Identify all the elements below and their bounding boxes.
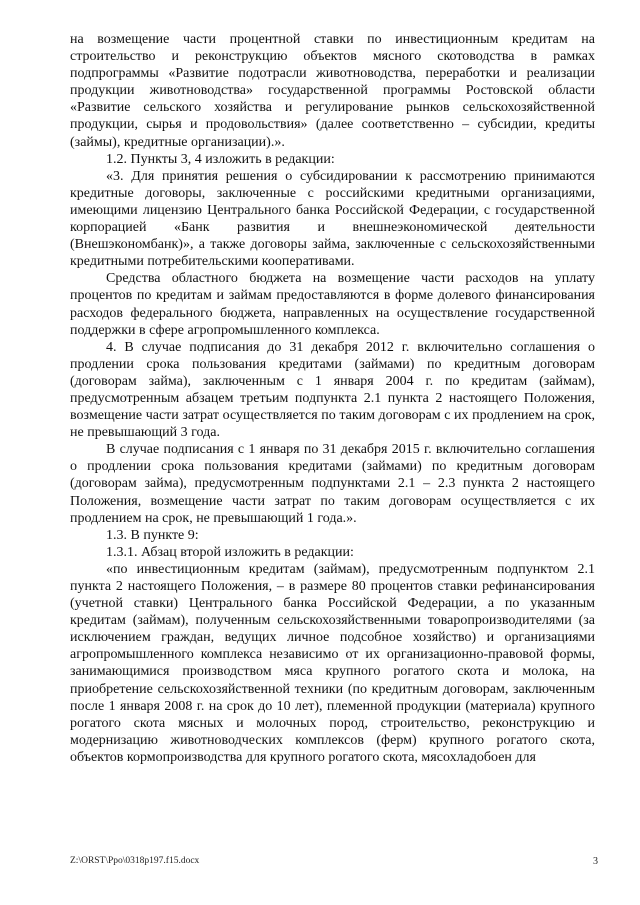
paragraph-signing-2015: В случае подписания с 1 января по 31 декабря 2015 г. включительно соглашения о продлении срока пользования кредитами (займами) по кредитным договорам (договорам займа), предусмотренным подпунктами 2.1 – 2.3 пункта 2 настоящего Положения, возмещение части затрат по таким договорам осуществляется с их продлением на срок, не превышающий 1 года.». bbox=[70, 442, 595, 526]
page-number: 3 bbox=[593, 856, 598, 867]
paragraph-regional-budget: Средства областного бюджета на возмещение части расходов на уплату процентов по кредитам и займам предоставляются в форме долевого финансирования расходов федерального бюджета, направленных на осуществление государственной поддержки в сфере агропромышленного комплекса. bbox=[70, 271, 595, 338]
file-path: Z:\ORST\Ppo\0318p197.f15.docx bbox=[70, 856, 200, 866]
paragraph-item-1-3-1: 1.3.1. Абзац второй изложить в редакции: bbox=[106, 544, 354, 560]
paragraph-investment-credits: «по инвестиционным кредитам (займам), предусмотренным подпунктом 2.1 пункта 2 настоящего Положения, – в размере 80 процентов ставки рефинансирования (учетной ставки) Центрального банка Российской Федерации, а по указанным кредитам (займам), полученным сельскохозяйственными товаропроизводителями (за исключением граждан, ведущих личное подсобное хозяйство) и организациями агропромышленного комплекса независимо от их организационно-правовой формы, занимающимися производством мяса крупного рогатого скота и молока, на приобретение сельскохозяйственной техники (по кредитным договорам, заключенным после 1 января 2008 г. на срок до 10 лет), племенной продукции (материала) крупного рогатого скота мясных и молочных пород, строительство, реконструкцию и модернизацию животноводческих комплексов (ферм) крупного рогатого скота, объектов кормопроизводства для крупного рогатого скота, мясохладобоен для bbox=[70, 561, 595, 765]
paragraph-item-1-2: 1.2. Пункты 3, 4 изложить в редакции: bbox=[106, 151, 335, 167]
paragraph-continuation: на возмещение части процентной ставки по инвестиционным кредитам на строительство и реконструкцию объектов мясного скотоводства в рамках подпрограммы «Развитие подотрасли животноводства, переработки и реализации продукции животноводства» государственной программы Ростовской области «Развитие сельского хозяйства и регулирование рынков сельскохозяйственной продукции, сырья и продовольствия» (далее соответственно – субсидии, кредиты (займы), кредитные организации).». bbox=[70, 32, 595, 150]
paragraph-point-3: «3. Для принятия решения о субсидировании к рассмотрению принимаются кредитные договоры, заключенные с российскими кредитными организациями, имеющими лицензию Центрального банка Российской Федерации, с государственной корпорацией «Банк развития и внешнеэкономической деятельности (Внешэкономбанк)», а также договоры займа, заключенные с сельскохозяйственными кредитными потребительскими кооперативами. bbox=[70, 168, 595, 270]
paragraph-item-1-3: 1.3. В пункте 9: bbox=[106, 527, 199, 543]
document-body bbox=[70, 31, 595, 766]
paragraph-point-4: 4. В случае подписания до 31 декабря 2012 г. включительно соглашения о продлении срока пользования кредитами (займами) по кредитным договорам (договорам займа), заключенным с 1 января 2004 г. по кредитам (займам), предусмотренным абзацем третьим подпункта 2.1 пункта 2 настоящего Положения, возмещение части затрат осуществляется по таким договорам с их продлением на срок, не превышающий 3 года. bbox=[70, 339, 595, 441]
